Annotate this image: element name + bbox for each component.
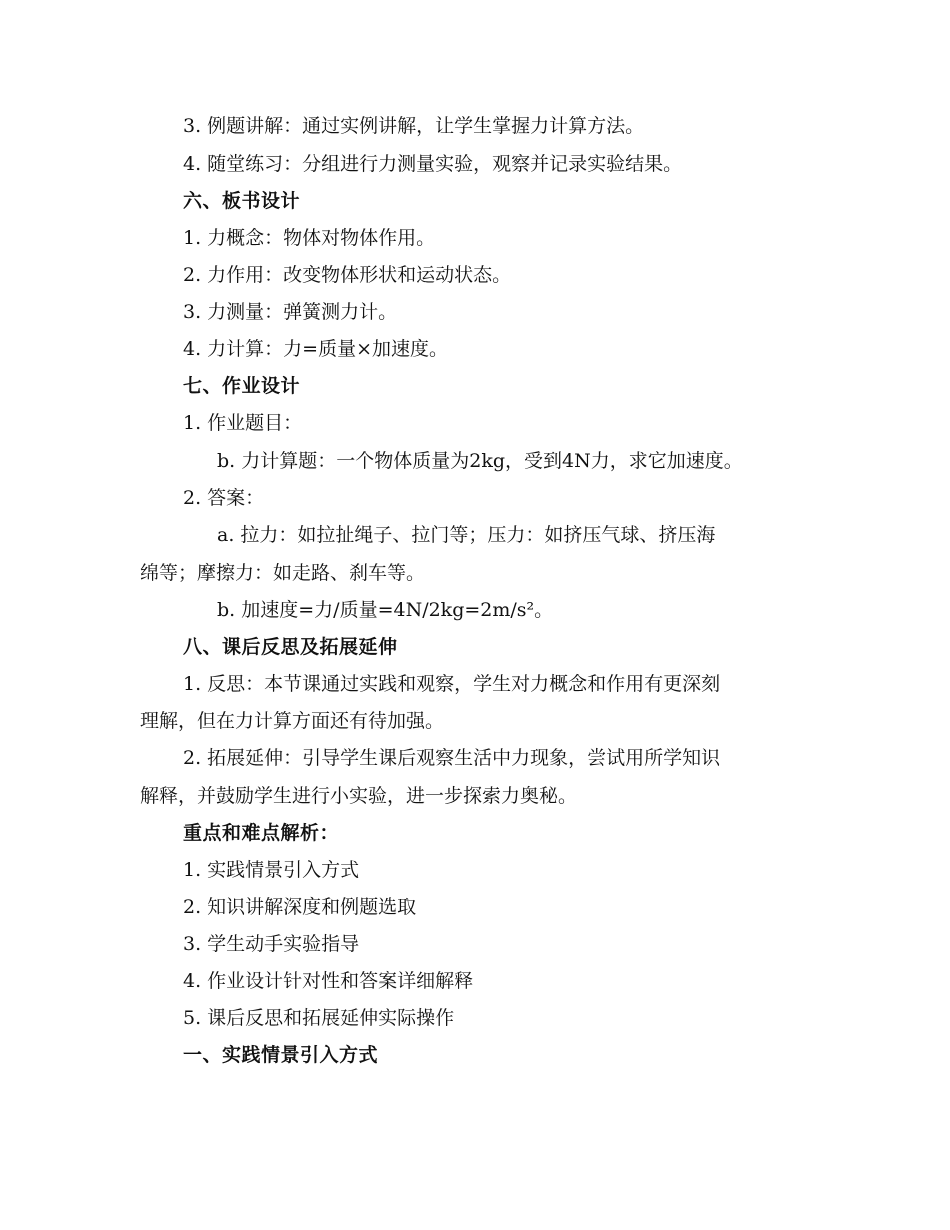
list-item-key-point-5: 5. 课后反思和拓展延伸实际操作 [183, 1007, 455, 1029]
list-item-reflection: 1. 反思：本节课通过实践和观察，学生对力概念和作用有更深刻 [183, 673, 721, 695]
list-item-key-point-4: 4. 作业设计针对性和答案详细解释 [183, 970, 474, 992]
list-item-force-calculation: 4. 力计算：力=质量×加速度。 [183, 338, 449, 360]
list-item-key-point-2: 2. 知识讲解深度和例题选取 [183, 896, 417, 918]
sub-item-answer-a-continued: 绵等；摩擦力：如走路、刹车等。 [140, 562, 426, 584]
list-item-reflection-continued: 理解，但在力计算方面还有待加强。 [140, 710, 445, 732]
list-item-answers: 2. 答案： [183, 487, 265, 509]
sub-item-answer-b: b. 加速度=力/质量=4N/2kg=2m/s²。 [217, 599, 554, 621]
list-item-homework-questions: 1. 作业题目： [183, 412, 303, 434]
section-heading-practice-scenario: 一、实践情景引入方式 [183, 1044, 379, 1066]
section-heading-homework-design: 七、作业设计 [183, 375, 301, 397]
section-heading-reflection: 八、课后反思及拓展延伸 [183, 636, 398, 658]
sub-item-calculation-question: b. 力计算题：一个物体质量为2kg，受到4N力，求它加速度。 [217, 450, 743, 472]
list-item-force-measurement: 3. 力测量：弹簧测力计。 [183, 301, 398, 323]
list-item-example-explanation: 3. 例题讲解：通过实例讲解，让学生掌握力计算方法。 [183, 115, 645, 137]
list-item-key-point-3: 3. 学生动手实验指导 [183, 933, 360, 955]
list-item-extension-continued: 解释，并鼓励学生进行小实验，进一步探索力奥秘。 [140, 785, 578, 807]
list-item-key-point-1: 1. 实践情景引入方式 [183, 859, 360, 881]
sub-item-answer-a: a. 拉力：如拉扯绳子、拉门等；压力：如挤压气球、挤压海 [217, 524, 716, 546]
list-item-in-class-practice: 4. 随堂练习：分组进行力测量实验，观察并记录实验结果。 [183, 153, 683, 175]
list-item-force-effect: 2. 力作用：改变物体形状和运动状态。 [183, 264, 512, 286]
section-heading-key-points: 重点和难点解析： [183, 822, 340, 844]
section-heading-board-design: 六、板书设计 [183, 190, 301, 212]
list-item-force-concept: 1. 力概念：物体对物体作用。 [183, 227, 436, 249]
list-item-extension: 2. 拓展延伸：引导学生课后观察生活中力现象，尝试用所学知识 [183, 747, 721, 769]
